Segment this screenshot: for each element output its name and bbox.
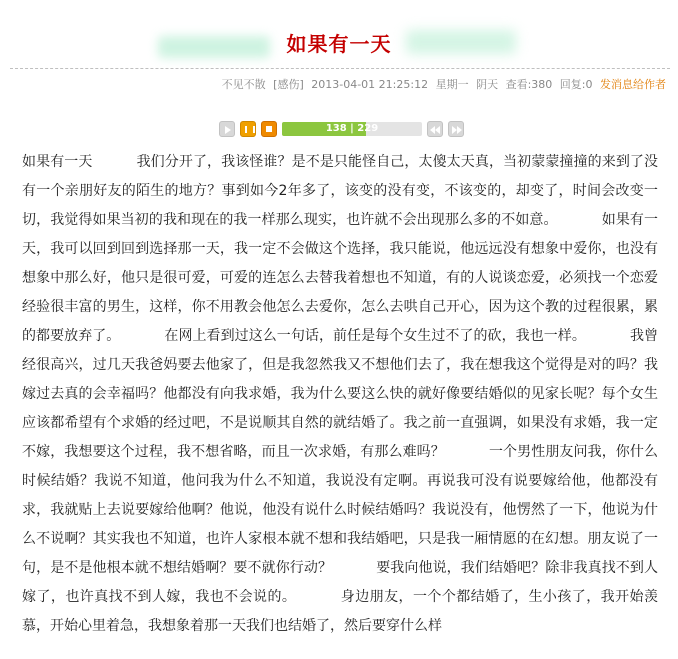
progress-time: 138 | 229: [325, 123, 379, 134]
paragraph: 如果有一天: [22, 154, 93, 170]
music-player: [219, 121, 469, 137]
article-header: [0, 18, 678, 70]
paragraph: 如果有一天，我可以回到回到选择那一天，我一定不会做这个选择，我只能说，他远远没有想象中爱你，也没有想象中那么好，他只是很可爱，可爱的连怎么去替我着想也不知道，有的人说谈恋爱，必须找一个恋爱经验很丰富的男生，这样，你不用教会他怎么去爱你，怎么去哄自己开心，因为这个教的过程很累，累的都要放弃了。: [22, 212, 659, 344]
paragraph: 要我向他说，我们结婚吧？除非我真找不到人嫁了，也许真找不到人嫁，我也不会说的。: [22, 560, 658, 605]
article-meta: [218, 76, 666, 92]
paragraph: 一个男性朋友问我，你什么时候结婚？我说不知道，他问我为什么不知道，我说没有定啊。再说我可没有说要嫁给他，他都没有求，我就贴上去说要嫁给他啊？他说，他没有说什么时候结婚吗？我说没有，他愣然了一下，他说为什么不说啊？其实我也不知道，也许人家根本就不想和我结婚吧，只是我一厢情愿的在幻想。朋友说了一句，是不是他根本就不想结婚啊？要不就你行动？: [22, 444, 659, 576]
page-title: 如果有一天: [286, 32, 392, 56]
post-weather: 阴天: [476, 78, 499, 91]
paragraph: 我们分开了，我该怪谁？是不是只能怪自己，太傻太天真，当初蒙蒙撞撞的来到了没有一个亲朋好友的陌生的地方？事到如今2年多了，该变的没有变，不该变的，却变了，时间会改变一切，我觉得如果当初的我和现在的我一样那么现实，也许就不会出现那么多的不如意。: [22, 154, 659, 228]
paragraph: 在网上看到过这么一句话，前任是每个女生过不了的砍，我也一样。: [164, 328, 586, 344]
article-body: [22, 148, 658, 641]
author-name[interactable]: 不见不散: [221, 78, 266, 91]
post-datetime: 2013-04-01 21:25:12: [311, 78, 429, 91]
send-message-link[interactable]: 发消息给作者: [600, 78, 666, 91]
fast-forward-button[interactable]: [448, 121, 464, 137]
reply-count: 回复:0: [559, 78, 593, 91]
stop-icon: [266, 126, 272, 132]
stop-button[interactable]: [261, 121, 277, 137]
play-button[interactable]: [219, 121, 235, 137]
pause-button[interactable]: [240, 121, 256, 137]
progress-bar[interactable]: [282, 122, 422, 136]
view-count: 查看:380: [505, 78, 553, 91]
pause-icon: [245, 126, 255, 133]
paragraph: 身边朋友，一个个都结婚了，生小孩了，我开始羡慕，开始心里着急，我想象着那一天我们也结婚了，然后要穿什么样: [22, 589, 659, 634]
title-divider: [10, 68, 670, 69]
rewind-icon-part: [435, 126, 440, 134]
category-tag[interactable]: [感伤]: [273, 78, 304, 91]
rewind-button[interactable]: [427, 121, 443, 137]
paragraph: 我曾经很高兴，过几天我爸妈要去他家了，但是我忽然我又不想他们去了，我在想我这个觉得是对的吗？我嫁过去真的会幸福吗？他都没有向我求婚，我为什么要这么快的就好像要结婚似的见家长呢？每个女生应该都希望有个求婚的经过吧，不是说顺其自然的就结婚了。我之前一直强调，如果没有求婚，我一定不嫁，我想要这个过程，我不想省略，而且一次求婚，有那么难吗？: [22, 328, 659, 460]
post-weekday: 星期一: [435, 78, 469, 91]
fast-forward-icon-part: [457, 126, 462, 134]
play-icon: [225, 126, 231, 134]
